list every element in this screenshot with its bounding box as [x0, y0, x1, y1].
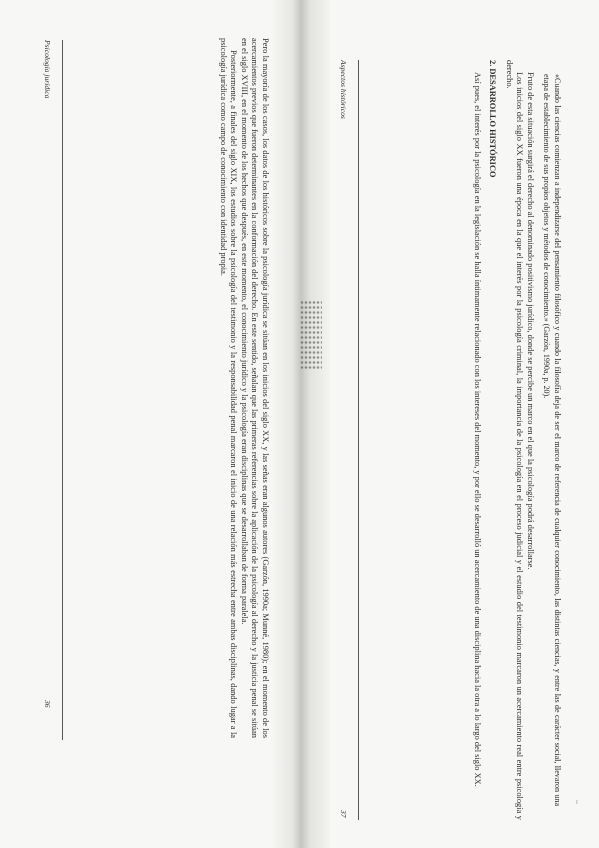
book-spine-shadow	[272, 0, 330, 848]
right-page-body	[362, 60, 562, 820]
left-paragraph: Pero la mayoría de los casos, los datos de los históricos sobre la psicología jurídica se sitúan en los inicios del siglo XX, y las señas eran algunos autores (Garzón, 1990a; Munné, 1980); en el momento de los acercamientos previos que fueron determinantes en la conformación del derecho. En este sentido, señalan que las primeras referencias sobre la aplicación de la psicología al derecho y la justicia penal se sitúan en el siglo XVIII, en el momento de los hechos que después, en este momento, el conocimiento jurídico y la psicología eran disciplinas que se desarrollaban de forma paralela.	[239, 38, 270, 738]
section-heading: 2. DESARROLLO HISTÓRICO	[488, 60, 498, 178]
right-paragraph: Los inicios del siglo XX fueron una época en la que el interés por la psicología criminal, la importancia de la psicología en el proceso judicial y el estudio del testimonio marcaron un acercamiento real entre psicología y derecho.	[504, 60, 525, 820]
margin-mark: ~	[572, 800, 580, 804]
left-page-number: 36	[43, 700, 52, 708]
right-header-rule	[358, 60, 359, 820]
left-header-rule	[62, 40, 63, 740]
left-page-body	[65, 38, 270, 738]
section-paragraph: Así pues, el interés por la psicología en la legislación se halla íntimamente relacionado con los intereses del momento, y por ello se desarrolló un acercamiento de una disciplina hacia la otra a lo largo del siglo XX.	[473, 72, 483, 787]
right-paragraph: Fruto de esta situación surgirá el derecho al denominado positivismo jurídico, donde se percibe un marco en el que la psicología podrá desarrollarse.	[525, 72, 535, 570]
right-page-number: 37	[339, 810, 348, 818]
left-paragraph: Posteriormente, a finales del siglo XIX, los estudios sobre la psicología del testimonio y la responsabilidad penal marcaron el inicio de una relación más estrecha entre ambas disciplinas, dando lugar a la psicología jurídica como campo de conocimiento con identidad propia.	[218, 38, 239, 738]
scan-noise	[300, 300, 322, 370]
right-running-head: Aspectos históricos	[339, 60, 348, 119]
block-quote: «Cuando las ciencias comienzan a independizarse del pensamiento filosófico y cuando la filosofía deja de ser el marco de referencia de cualquier conocimiento, las distintas ciencias, y entre las de carácter social, llevaron una etapa de establecimiento de sus propios objetos y métodos de conocimiento.» (Garzón, 1990a, p. 20).	[542, 74, 562, 806]
left-running-head: Psicología jurídica	[43, 40, 52, 99]
